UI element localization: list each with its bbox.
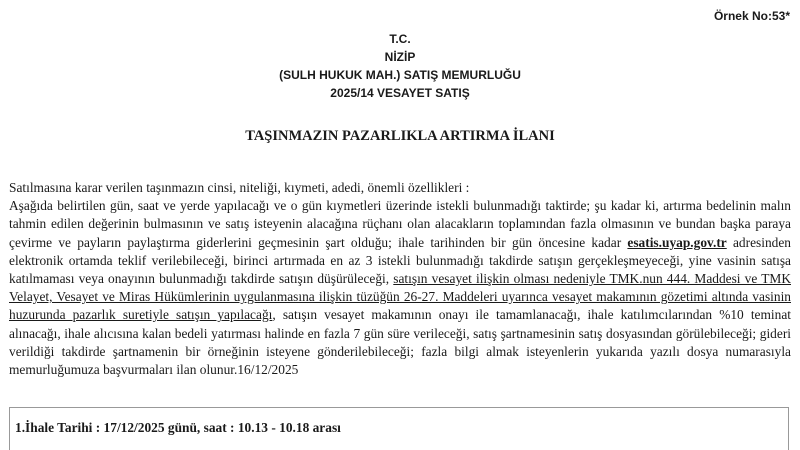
example-number: Örnek No:53* [713, 9, 790, 23]
paragraph-text-2: adresinden elektronik ortamda teklif verilebileceği, birinci artırmada en az 3 istekli bulunmadığı takdirde satışın gerçekleşmeyeceği, yine vasinin satışa katılmaması veya onayının bulunmadığı takdirde satışın düşürüleceği, [9, 234, 791, 287]
paragraph-text-1: Aşağıda belirtilen gün, saat ve yerde yapılacağı ve o gün kıymetleri üzerinde istekli bulunmadığı taktirde; şu kadar ki, artırma bedelinin malın tahmin edilen değerinin bulmasının ve satış isteyenin alacağına rüçhanı olan alacakların toplamından fazla olmasının ve bundan başka paraya çevirme ve payların paylaştırma giderlerini geçmesinin şart olduğu; ihale tarihinden bir gün öncesine kadar [9, 198, 791, 250]
header-line-office: (SULH HUKUK MAH.) SATIŞ MEMURLUĞU [279, 68, 521, 82]
header-line-file-number: 2025/14 VESAYET SATIŞ [330, 86, 470, 100]
header-line-city: NİZİP [384, 50, 416, 64]
paragraph-text-3: , satışın vesayet makamının onayı ile tamamlanacağı, ihale katılımcılarından %10 teminat alınacağı, ihale alıcısına kalan bedeli yatırması halinde en fazla 7 gün süre verileceği, satış şartnamesinin satış dosyasından görülebileceği; gideri verildiği takdirde şartnamenin bir örneğinin isteyene gönderilebileceği; fazla bilgi almak isteyenlerin yukarıda yazılı dosya numarasıyla memurluğumuza başvurmaları ilan olunur.16/12/2025 [9, 307, 791, 378]
header-line-country: T.C. [389, 32, 411, 46]
document-title: TAŞINMAZIN PAZARLIKLA ARTIRMA İLANI [245, 128, 555, 144]
esatis-link[interactable]: esatis.uyap.gov.tr [627, 234, 727, 250]
document-header [0, 30, 800, 102]
intro-line: Satılmasına karar verilen taşınmazın cinsi, niteliği, kıymeti, adedi, önemli özellikleri : [9, 180, 470, 195]
auction-date-box [9, 407, 789, 450]
announcement-body [9, 179, 791, 379]
main-paragraph [9, 197, 791, 379]
auction-date: 1.İhale Tarihi : 17/12/2025 günü, saat : 10.13 - 10.18 arası [15, 420, 341, 435]
underlined-clause: satışın vesayet ilişkin olması nedeniyle TMK.nun 444. Maddesi ve TMK Velayet, Vesayet ve Miras Hükümlerinin uygulanmasına ilişkin tüzüğün 26-27. Maddeleri uyarınca vesayet makamının gözetimi altında vasinin huzurunda pazarlık suretiyle satışın yapılacağı [9, 271, 791, 323]
